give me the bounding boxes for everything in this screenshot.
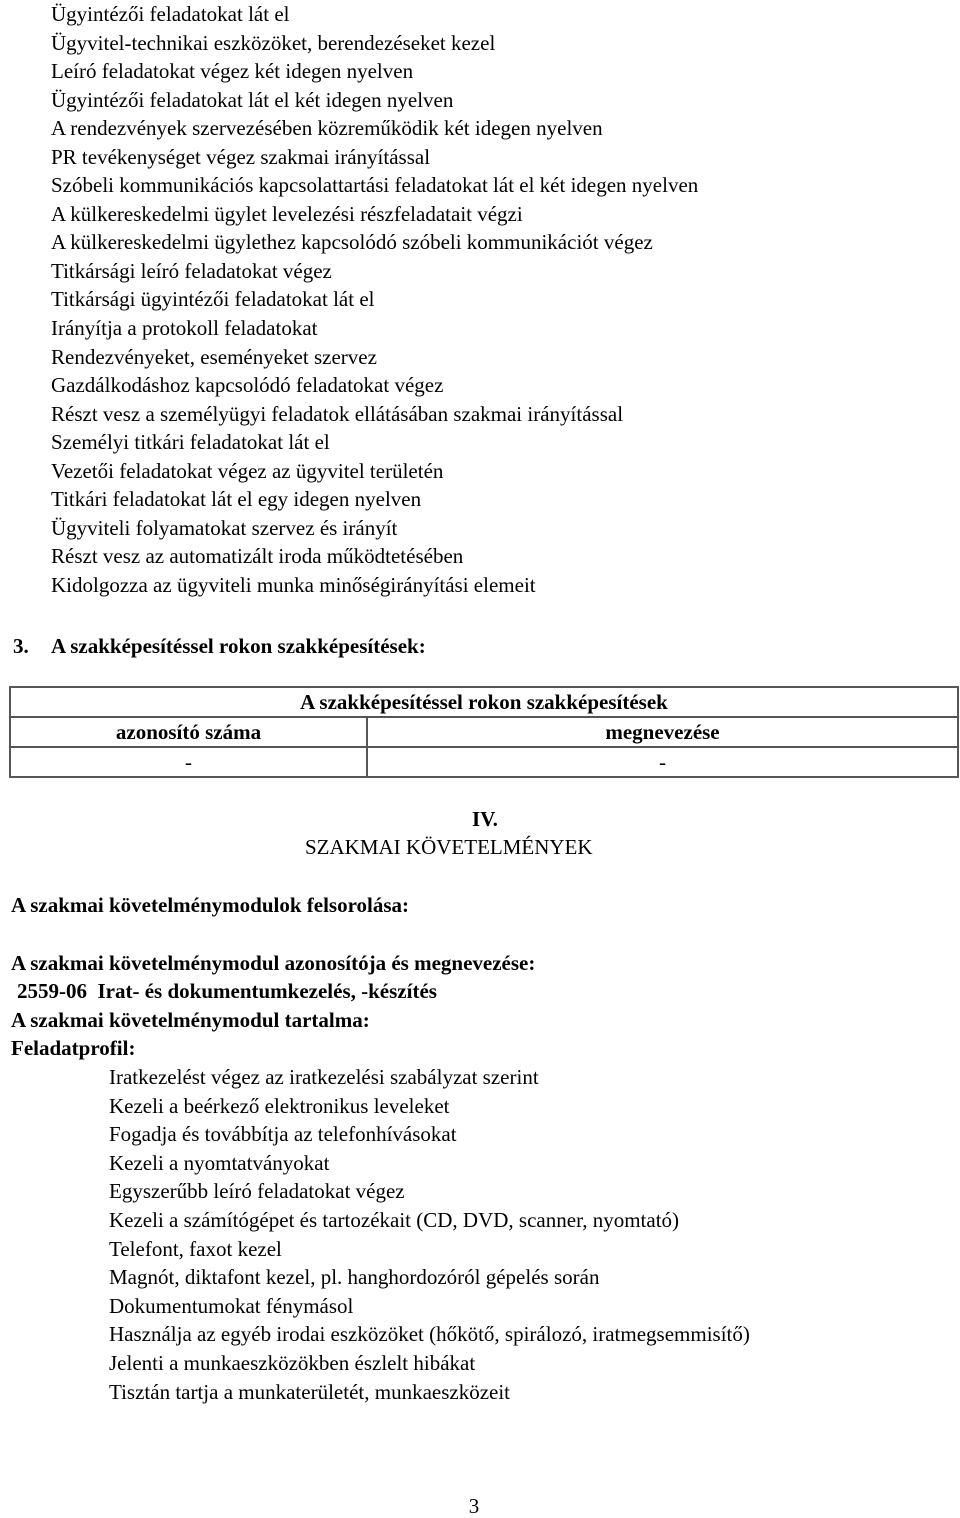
- task-item: PR tevékenységet végez szakmai irányítással: [51, 144, 431, 169]
- task-item: Részt vesz a személyügyi feladatok ellátásában szakmai irányítással: [51, 401, 624, 426]
- task-item: Gazdálkodáshoz kapcsolódó feladatokat végez: [51, 373, 444, 398]
- task-item: Ügyviteli folyamatokat szervez és irányít: [51, 515, 398, 540]
- profile-task-item: Fogadja és továbbítja az telefonhívásokat: [109, 1122, 457, 1147]
- profile-task-item: Kezeli a nyomtatványokat: [109, 1150, 330, 1175]
- section-title: A szakképesítéssel rokon szakképesítések:: [51, 634, 426, 658]
- module-name: 2559-06 Irat- és dokumentumkezelés, -készítés: [17, 979, 437, 1003]
- task-item: Vezetői feladatokat végez az ügyvitel területén: [51, 458, 444, 483]
- profile-task-item: Magnót, diktafont kezel, pl. hanghordozóról gépelés során: [109, 1265, 600, 1290]
- task-item: Személyi titkári feladatokat lát el: [51, 430, 330, 455]
- task-item: Ügyvitel-technikai eszközöket, berendezéseket kezel: [51, 30, 496, 55]
- task-item: A külkereskedelmi ügylethez kapcsolódó szóbeli kommunikációt végez: [51, 230, 653, 255]
- table-cell-id: -: [10, 747, 367, 777]
- profile-task-item: Tisztán tartja a munkaterületét, munkaeszközeit: [109, 1379, 511, 1404]
- profile-task-list: [109, 1063, 750, 1406]
- profile-task-item: Jelenti a munkaeszközökben észlelt hibákat: [109, 1350, 476, 1375]
- task-item: A külkereskedelmi ügylet levelezési részfeladatait végzi: [51, 201, 523, 226]
- profile-task-item: Telefont, faxot kezel: [109, 1236, 282, 1261]
- task-item: Irányítja a protokoll feladatokat: [51, 316, 318, 341]
- task-item: Leíró feladatokat végez két idegen nyelven: [51, 59, 414, 84]
- table-caption: A szakképesítéssel rokon szakképesítések: [10, 687, 958, 717]
- task-item: Titkári feladatokat lát el egy idegen nyelven: [51, 487, 422, 512]
- modules-list-heading: A szakmai követelménymodulok felsorolása:: [11, 893, 410, 917]
- section-3-heading: [13, 632, 426, 660]
- related-qualifications-table: [9, 686, 959, 778]
- chapter-title: SZAKMAI KÖVETELMÉNYEK: [305, 835, 593, 859]
- profile-heading: Feladatprofil:: [11, 1036, 136, 1060]
- profile-task-item: Iratkezelést végez az iratkezelési szabályzat szerint: [109, 1065, 539, 1089]
- module-id-heading: A szakmai követelménymodul azonosítója és megnevezése:: [11, 951, 536, 975]
- task-item: A rendezvények szervezésében közreműködik két idegen nyelven: [51, 116, 603, 141]
- task-item: Ügyintézői feladatokat lát el két idegen nyelven: [51, 87, 454, 112]
- page-number: 3: [468, 1494, 480, 1518]
- profile-task-item: Használja az egyéb irodai eszközöket (hőkötő, spirálozó, iratmegsemmisítő): [109, 1322, 750, 1347]
- task-item: Szóbeli kommunikációs kapcsolattartási feladatokat lát el két idegen nyelven: [51, 173, 699, 198]
- table-row: [10, 747, 958, 777]
- task-item: Titkársági leíró feladatokat végez: [51, 258, 332, 283]
- chapter-number: IV.: [472, 807, 498, 831]
- module-content-heading: A szakmai követelménymodul tartalma:: [11, 1008, 370, 1032]
- task-item: Kidolgozza az ügyviteli munka minőségirányítási elemeit: [51, 572, 536, 597]
- profile-task-item: Egyszerűbb leíró feladatokat végez: [109, 1179, 405, 1204]
- profile-task-item: Kezeli a beérkező elektronikus leveleket: [109, 1093, 450, 1118]
- task-item: Titkársági ügyintézői feladatokat lát el: [51, 287, 375, 312]
- profile-task-item: Kezeli a számítógépet és tartozékait (CD, DVD, scanner, nyomtató): [109, 1207, 680, 1232]
- task-item: Ügyintézői feladatokat lát el: [51, 2, 290, 26]
- task-item: Rendezvényeket, eseményeket szervez: [51, 344, 377, 369]
- task-item: Részt vesz az automatizált iroda működtetésében: [51, 544, 464, 569]
- table-cell-name: -: [367, 747, 958, 777]
- profile-task-item: Dokumentumokat fénymásol: [109, 1293, 354, 1318]
- task-list: [51, 0, 698, 599]
- column-header-id: azonosító száma: [10, 717, 367, 747]
- section-number: 3.: [13, 634, 29, 658]
- column-header-name: megnevezése: [367, 717, 958, 747]
